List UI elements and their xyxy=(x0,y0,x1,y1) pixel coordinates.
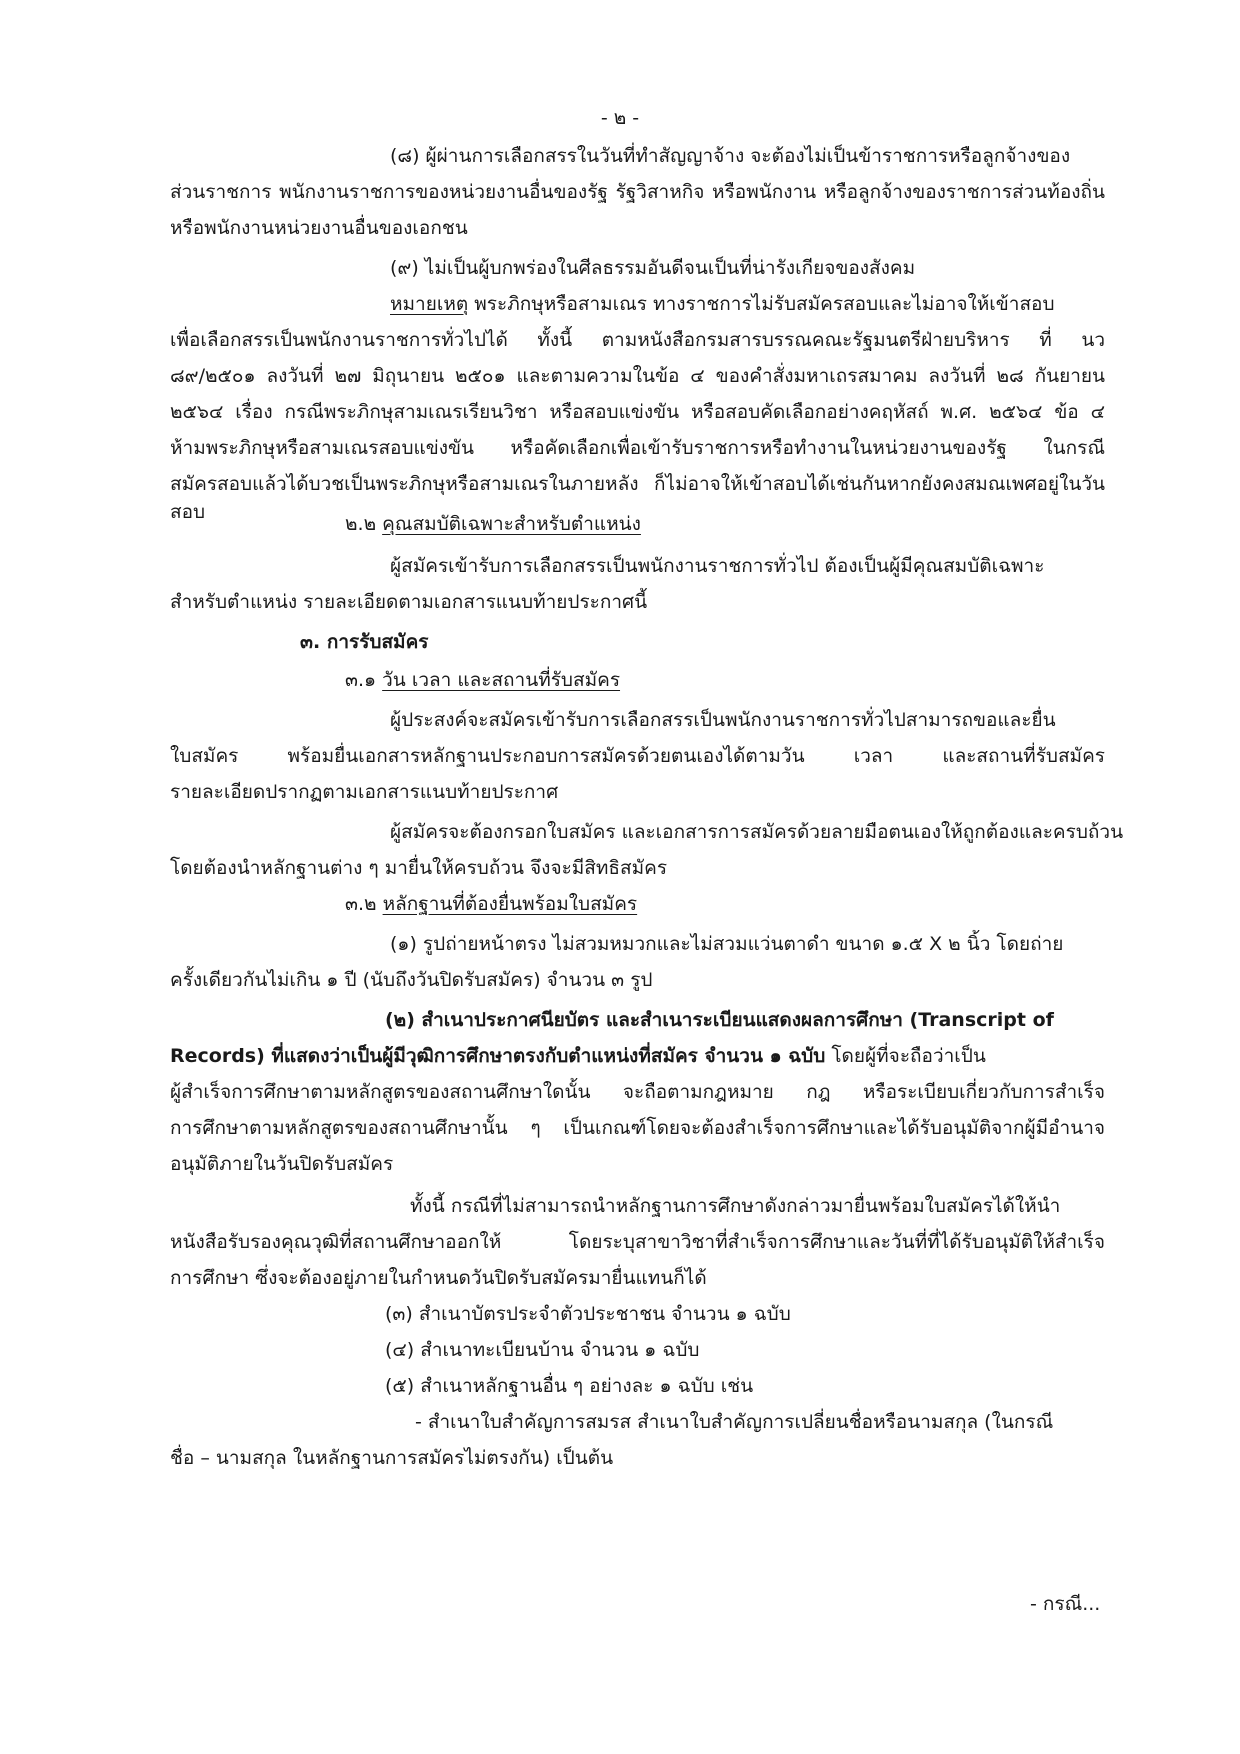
section-3-1-heading xyxy=(345,666,1240,694)
note-line-3: ๘๙/๒๕๐๑ ลงวันที่ ๒๗ มิถุนายน ๒๕๐๑ และตามความในข้อ ๔ ของคำสั่งมหาเถรสมาคม ลงวันที่ ๒๘ กันยายน xyxy=(170,365,1105,387)
section-2-2-line-2: สำหรับตำแหน่ง รายละเอียดตามเอกสารแนบท้ายประกาศนี้ xyxy=(170,591,648,613)
item-2-line-2-bold: Records) ที่แสดงว่าเป็นผู้มีวุฒิการศึกษาตรงกับตำแหน่งที่สมัคร จำนวน ๑ ฉบับ xyxy=(170,1045,826,1067)
item-2-line-5: อนุมัติภายในวันปิดรับสมัคร xyxy=(170,1153,394,1175)
note-line-6: สมัครสอบแล้วได้บวชเป็นพระภิกษุหรือสามเณรในภายหลัง ก็ไม่อาจให้เข้าสอบได้เช่นกันหากยังคงสมณเพศอยู่ในวันสอบ xyxy=(170,473,1105,523)
section-3-heading: ๓. การรับสมัคร xyxy=(300,631,429,653)
section-3-1-title: วัน เวลา และสถานที่รับสมัคร xyxy=(382,669,621,691)
section-2-2-heading xyxy=(345,510,1240,538)
item-2-line-3: ผู้สำเร็จการศึกษาตามหลักสูตรของสถานศึกษาใดนั้น จะถือตามกฎหมาย กฎ หรือระเบียบเกี่ยวกับการสำเร็จ xyxy=(170,1081,1105,1103)
section-3-2-title: หลักฐานที่ต้องยื่นพร้อมใบสมัคร xyxy=(382,893,638,915)
section-3-2-number: ๓.๒ xyxy=(345,893,383,915)
section-2-2-line-1: ผู้สมัครเข้ารับการเลือกสรรเป็นพนักงานราชการทั่วไป ต้องเป็นผู้มีคุณสมบัติเฉพาะ xyxy=(390,555,1045,577)
section-2-2-number: ๒.๒ xyxy=(345,513,383,535)
section-3-1-p1-line-1: ผู้ประสงค์จะสมัครเข้ารับการเลือกสรรเป็นพนักงานราชการทั่วไปสามารถขอและยื่น xyxy=(390,709,1056,731)
item-2-line-2-rest: โดยผู้ที่จะถือว่าเป็น xyxy=(825,1045,986,1067)
item-8-line-2: ส่วนราชการ พนักงานราชการของหน่วยงานอื่นของรัฐ รัฐวิสาหกิจ หรือพนักงาน หรือลูกจ้างของราชการส่วนท้องถิ่น xyxy=(170,181,1105,203)
section-2-2-title: คุณสมบัติเฉพาะสำหรับตำแหน่ง xyxy=(382,513,641,535)
note-line-1-text: พระภิกษุหรือสามเณร ทางราชการไม่รับสมัครสอบและไม่อาจให้เข้าสอบ xyxy=(468,293,1055,315)
item-8-line-1: (๘) ผู้ผ่านการเลือกสรรในวันที่ทำสัญญาจ้าง จะต้องไม่เป็นข้าราชการหรือลูกจ้างของ xyxy=(390,145,1071,167)
item-2-line-1: (๒) สำเนาประกาศนียบัตร และสำเนาระเบียนแสดงผลการศึกษา (Transcript of xyxy=(385,1009,1054,1031)
item-4: (๔) สำเนาทะเบียนบ้าน จำนวน ๑ ฉบับ xyxy=(385,1339,700,1361)
note-line-2: เพื่อเลือกสรรเป็นพนักงานราชการทั่วไปได้ ทั้งนี้ ตามหนังสือกรมสารบรรณคณะรัฐมนตรีฝ่ายบริหาร ที่ นว xyxy=(170,329,1105,351)
item-5-sub-line-1: - สำเนาใบสำคัญการสมรส สำเนาใบสำคัญการเปลี่ยนชื่อหรือนามสกุล (ในกรณี xyxy=(415,1411,1054,1433)
item-3: (๓) สำเนาบัตรประจำตัวประชาชน จำนวน ๑ ฉบับ xyxy=(385,1303,791,1325)
section-3-1-p1-line-2: ใบสมัคร พร้อมยื่นเอกสารหลักฐานประกอบการสมัครด้วยตนเองได้ตามวัน เวลา และสถานที่รับสมัคร xyxy=(170,745,1105,767)
item-5: (๕) สำเนาหลักฐานอื่น ๆ อย่างละ ๑ ฉบับ เช่น xyxy=(385,1375,754,1397)
continuation-footer: - กรณี... xyxy=(1030,1593,1101,1615)
item-5-sub-line-2: ชื่อ – นามสกุล ในหลักฐานการสมัครไม่ตรงกัน) เป็นต้น xyxy=(170,1447,614,1469)
item-2-line-2 xyxy=(170,1042,1105,1070)
section-3-2-heading xyxy=(345,890,1240,918)
item-2-line-4: การศึกษาตามหลักสูตรของสถานศึกษานั้น ๆ เป็นเกณฑ์โดยจะต้องสำเร็จการศึกษาและได้รับอนุมัติจากผู้มีอำนาจ xyxy=(170,1117,1105,1139)
note-line-5: ห้ามพระภิกษุหรือสามเณรสอบแข่งขัน หรือคัดเลือกเพื่อเข้ารับราชการหรือทำงานในหน่วยงานของรัฐ ในกรณี xyxy=(170,437,1105,459)
note-line-4: ๒๕๖๔ เรื่อง กรณีพระภิกษุสามเณรเรียนวิชา หรือสอบแข่งขัน หรือสอบคัดเลือกอย่างคฤหัสถ์ พ.ศ. ๒๕๖๔ ข้อ ๔ xyxy=(170,401,1105,423)
section-3-1-p2-line-2: โดยต้องนำหลักฐานต่าง ๆ มายื่นให้ครบถ้วน จึงจะมีสิทธิสมัคร xyxy=(170,857,668,879)
item-2-note-line-1: ทั้งนี้ กรณีที่ไม่สามารถนำหลักฐานการศึกษาดังกล่าวมายื่นพร้อมใบสมัครได้ให้นำ xyxy=(410,1195,1061,1217)
item-1-line-1: (๑) รูปถ่ายหน้าตรง ไม่สวมหมวกและไม่สวมแว่นตาดำ ขนาด ๑.๕ X ๒ นิ้ว โดยถ่าย xyxy=(390,933,1064,955)
note-label: หมายเหตุ xyxy=(390,293,469,315)
section-3-1-number: ๓.๑ xyxy=(345,669,383,691)
item-8-line-3: หรือพนักงานหน่วยงานอื่นของเอกชน xyxy=(170,217,468,239)
section-3-1-p2-line-1: ผู้สมัครจะต้องกรอกใบสมัคร และเอกสารการสมัครด้วยลายมือตนเองให้ถูกต้องและครบถ้วน xyxy=(390,821,1124,843)
note-line-1 xyxy=(390,290,1105,318)
item-2-note-line-3: การศึกษา ซึ่งจะต้องอยู่ภายในกำหนดวันปิดรับสมัครมายื่นแทนก็ได้ xyxy=(170,1267,707,1289)
item-9: (๙) ไม่เป็นผู้บกพร่องในศีลธรรมอันดีจนเป็นที่น่ารังเกียจของสังคม xyxy=(390,257,916,279)
item-2-note-line-2: หนังสือรับรองคุณวุฒิที่สถานศึกษาออกให้ โดยระบุสาขาวิชาที่สำเร็จการศึกษาและวันที่ที่ได้รับอนุมัติให้สำเร็จ xyxy=(170,1231,1105,1253)
page-number: - ๒ - xyxy=(600,107,640,129)
item-1-line-2: ครั้งเดียวกันไม่เกิน ๑ ปี (นับถึงวันปิดรับสมัคร) จำนวน ๓ รูป xyxy=(170,969,653,991)
section-3-1-p1-line-3: รายละเอียดปรากฏตามเอกสารแนบท้ายประกาศ xyxy=(170,781,559,803)
